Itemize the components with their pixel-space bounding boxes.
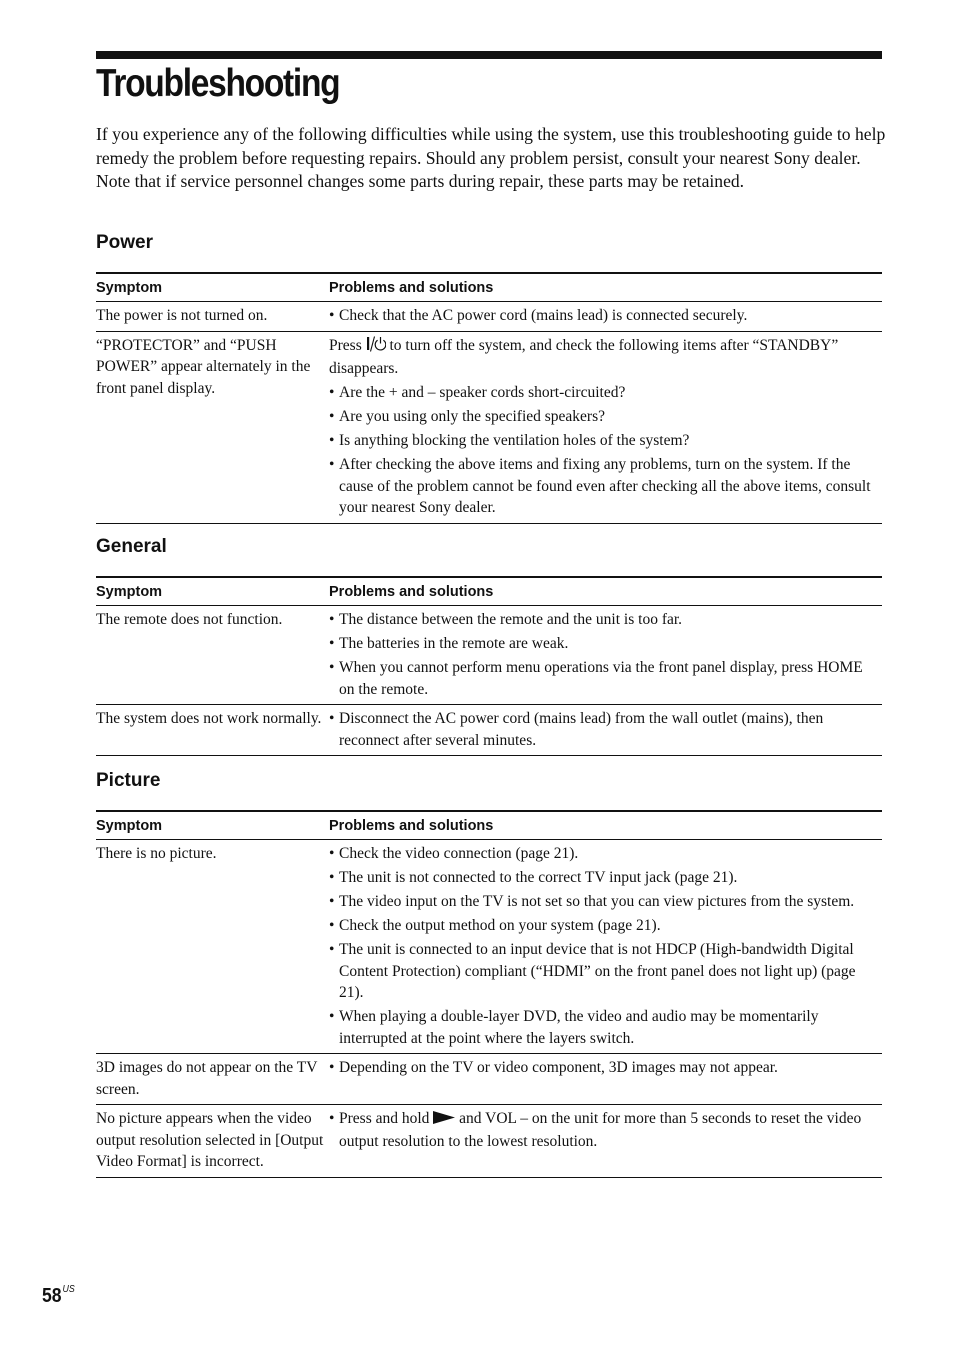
lead-prefix: Press — [329, 336, 362, 354]
solution-item: • Check the video connection (page 21). — [329, 843, 882, 865]
section-title-general: General — [96, 536, 167, 557]
solutions-cell — [329, 705, 882, 756]
table-row — [96, 606, 882, 705]
solution-item: • The unit is connected to an input device that is not HDCP (High-bandwidth Digital Content Protection) compliant (“HDMI” on the front panel does not light up) (page 21). — [329, 939, 882, 1004]
solutions-cell — [329, 1054, 882, 1105]
header-solutions: Problems and solutions — [329, 280, 494, 296]
play-icon — [433, 1109, 455, 1131]
table-row — [96, 840, 882, 1054]
power-table — [96, 272, 882, 524]
power-standby-icon — [366, 336, 386, 359]
page-title: Troubleshooting — [96, 62, 340, 105]
page-number-suffix: US — [62, 1284, 75, 1295]
header-solutions: Problems and solutions — [329, 584, 494, 600]
table-row — [96, 1105, 882, 1178]
symptom-cell: The remote does not function. — [96, 611, 283, 628]
solution-item: • Check the output method on your system (page 21). — [329, 915, 882, 937]
solution-item: • The distance between the remote and the unit is too far. — [329, 609, 882, 631]
solution-lead — [329, 335, 882, 380]
section-title-picture: Picture — [96, 770, 161, 791]
header-symptom: Symptom — [96, 280, 163, 296]
table-row — [96, 1054, 882, 1105]
header-symptom: Symptom — [96, 584, 163, 600]
solution-item: • After checking the above items and fixing any problems, turn on the system. If the cause of the problem cannot be found even after checking all the above items, consult your nearest Sony dealer. — [329, 454, 882, 519]
picture-table — [96, 810, 882, 1178]
solutions-cell — [329, 606, 882, 705]
solutions-cell — [329, 840, 882, 1054]
table-row — [96, 331, 882, 523]
symptom-cell: The power is not turned on. — [96, 307, 268, 324]
solution-item: • Are the + and – speaker cords short-circuited? — [329, 382, 882, 404]
table-header-row — [96, 273, 882, 302]
section-title-power: Power — [96, 232, 154, 253]
solution-item: • Check that the AC power cord (mains lead) is connected securely. — [329, 305, 882, 327]
solution-item: • The unit is not connected to the correct TV input jack (page 21). — [329, 867, 882, 889]
solutions-cell — [329, 302, 882, 332]
table-header-row — [96, 577, 882, 606]
symptom-cell: The system does not work normally. — [96, 710, 322, 727]
symptom-cell: There is no picture. — [96, 845, 217, 862]
solution-item: • The video input on the TV is not set so that you can view pictures from the system. — [329, 891, 882, 913]
symptom-cell: No picture appears when the video output resolution selected in [Output Video Format] is incorrect. — [96, 1110, 324, 1170]
header-symptom: Symptom — [96, 818, 163, 834]
title-rule — [96, 51, 882, 59]
symptom-cell: 3D images do not appear on the TV screen. — [96, 1059, 318, 1098]
solution-suffix: and VOL – on the unit for more than 5 seconds to reset the video output resolution to the lowest resolution. — [339, 1110, 862, 1150]
solution-item: • When you cannot perform menu operations via the front panel display, press HOME on the remote. — [329, 657, 882, 700]
solution-item: • Are you using only the specified speakers? — [329, 406, 882, 428]
solutions-cell — [329, 331, 882, 523]
page-number-value: 58 — [42, 1285, 62, 1307]
solution-item: • Depending on the TV or video component, 3D images may not appear. — [329, 1057, 882, 1079]
general-table — [96, 576, 882, 756]
table-header-row — [96, 811, 882, 840]
solution-item: • Is anything blocking the ventilation holes of the system? — [329, 430, 882, 452]
solution-item: • Disconnect the AC power cord (mains lead) from the wall outlet (mains), then reconnect after several minutes. — [329, 708, 882, 751]
header-solutions: Problems and solutions — [329, 818, 494, 834]
symptom-cell: “PROTECTOR” and “PUSH POWER” appear alternately in the front panel display. — [96, 336, 311, 397]
lead-suffix: to turn off the system, and check the following items after “STANDBY” disappears. — [329, 336, 839, 377]
solutions-cell — [329, 1105, 882, 1178]
intro-note: Note that if service personnel changes some parts during repair, these parts may be retained. — [96, 171, 745, 191]
solution-item: • The batteries in the remote are weak. — [329, 633, 882, 655]
table-row — [96, 705, 882, 756]
solution-item: • When playing a double-layer DVD, the video and audio may be momentarily interrupted at the point where the layers switch. — [329, 1006, 882, 1049]
intro-paragraph: If you experience any of the following difficulties while using the system, use this troubleshooting guide to help remedy the problem before requesting repairs. Should any problem persist, consult your nearest Sony dealer. — [96, 124, 886, 168]
page-number — [42, 1284, 75, 1308]
solution-prefix: Press and hold — [339, 1110, 430, 1127]
table-row — [96, 302, 882, 332]
intro-text — [96, 123, 886, 194]
solution-item — [329, 1108, 882, 1152]
